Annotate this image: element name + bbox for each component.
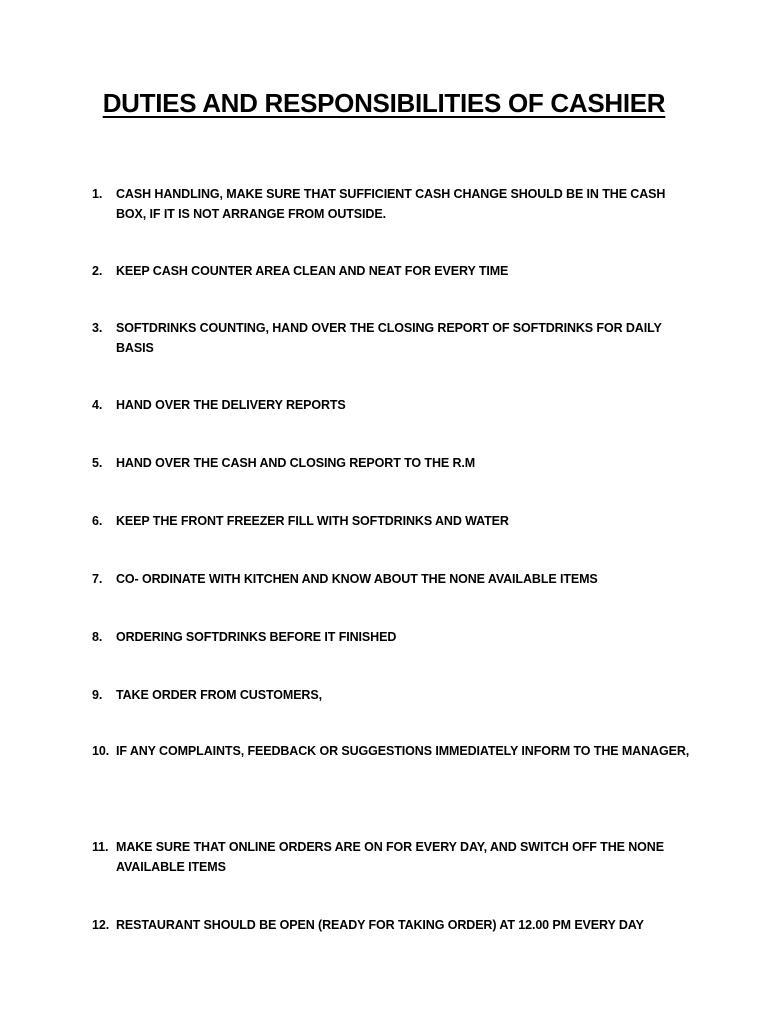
- list-item-number: 10.: [92, 744, 110, 758]
- list-item: [92, 511, 692, 531]
- list-item: [92, 453, 692, 473]
- list-item: [92, 685, 692, 705]
- list-item-number: 11.: [92, 840, 109, 854]
- list-item-number: 6.: [92, 514, 103, 528]
- list-item-text: TAKE ORDER FROM CUSTOMERS,: [116, 688, 322, 702]
- list-item-text: IF ANY COMPLAINTS, FEEDBACK OR SUGGESTIONS IMMEDIATELY INFORM TO THE MANAGER,: [116, 744, 690, 758]
- list-item-number: 9.: [92, 688, 103, 702]
- document-title: DUTIES AND RESPONSIBILITIES OF CASHIER: [102, 88, 666, 118]
- list-item: [92, 741, 692, 761]
- list-item-number: 3.: [92, 321, 103, 335]
- list-item-text: KEEP CASH COUNTER AREA CLEAN AND NEAT FOR EVERY TIME: [116, 264, 509, 278]
- list-item-text: CO- ORDINATE WITH KITCHEN AND KNOW ABOUT THE NONE AVAILABLE ITEMS: [116, 572, 598, 586]
- list-item: [92, 395, 692, 415]
- list-item: [92, 318, 692, 358]
- list-item-text: MAKE SURE THAT ONLINE ORDERS ARE ON FOR EVERY DAY, AND SWITCH OFF THE NONE AVAILABLE ITEMS: [116, 840, 664, 874]
- list-item: [92, 184, 692, 224]
- list-item-text: HAND OVER THE CASH AND CLOSING REPORT TO THE R.M: [116, 456, 476, 470]
- list-item: [92, 627, 692, 647]
- list-item-text: KEEP THE FRONT FREEZER FILL WITH SOFTDRINKS AND WATER: [116, 514, 509, 528]
- list-item-number: 5.: [92, 456, 103, 470]
- list-item-text: CASH HANDLING, MAKE SURE THAT SUFFICIENT CASH CHANGE SHOULD BE IN THE CASH BOX, IF IT IS NOT ARRANGE FROM OUTSIDE.: [116, 187, 666, 221]
- list-item-text: SOFTDRINKS COUNTING, HAND OVER THE CLOSING REPORT OF SOFTDRINKS FOR DAILY BASIS: [116, 321, 662, 355]
- list-item-text: ORDERING SOFTDRINKS BEFORE IT FINISHED: [116, 630, 397, 644]
- list-item: [92, 837, 692, 877]
- list-item-text: HAND OVER THE DELIVERY REPORTS: [116, 398, 346, 412]
- list-item-number: 8.: [92, 630, 103, 644]
- list-item-number: 12.: [92, 918, 110, 932]
- list-item-number: 7.: [92, 572, 103, 586]
- list-item: [92, 915, 692, 935]
- list-item-number: 1.: [92, 187, 103, 201]
- list-item: [92, 261, 692, 281]
- list-item: [92, 569, 692, 589]
- list-item-number: 2.: [92, 264, 103, 278]
- list-item-text: RESTAURANT SHOULD BE OPEN (READY FOR TAKING ORDER) AT 12.00 PM EVERY DAY: [116, 918, 644, 932]
- list-item-number: 4.: [92, 398, 103, 412]
